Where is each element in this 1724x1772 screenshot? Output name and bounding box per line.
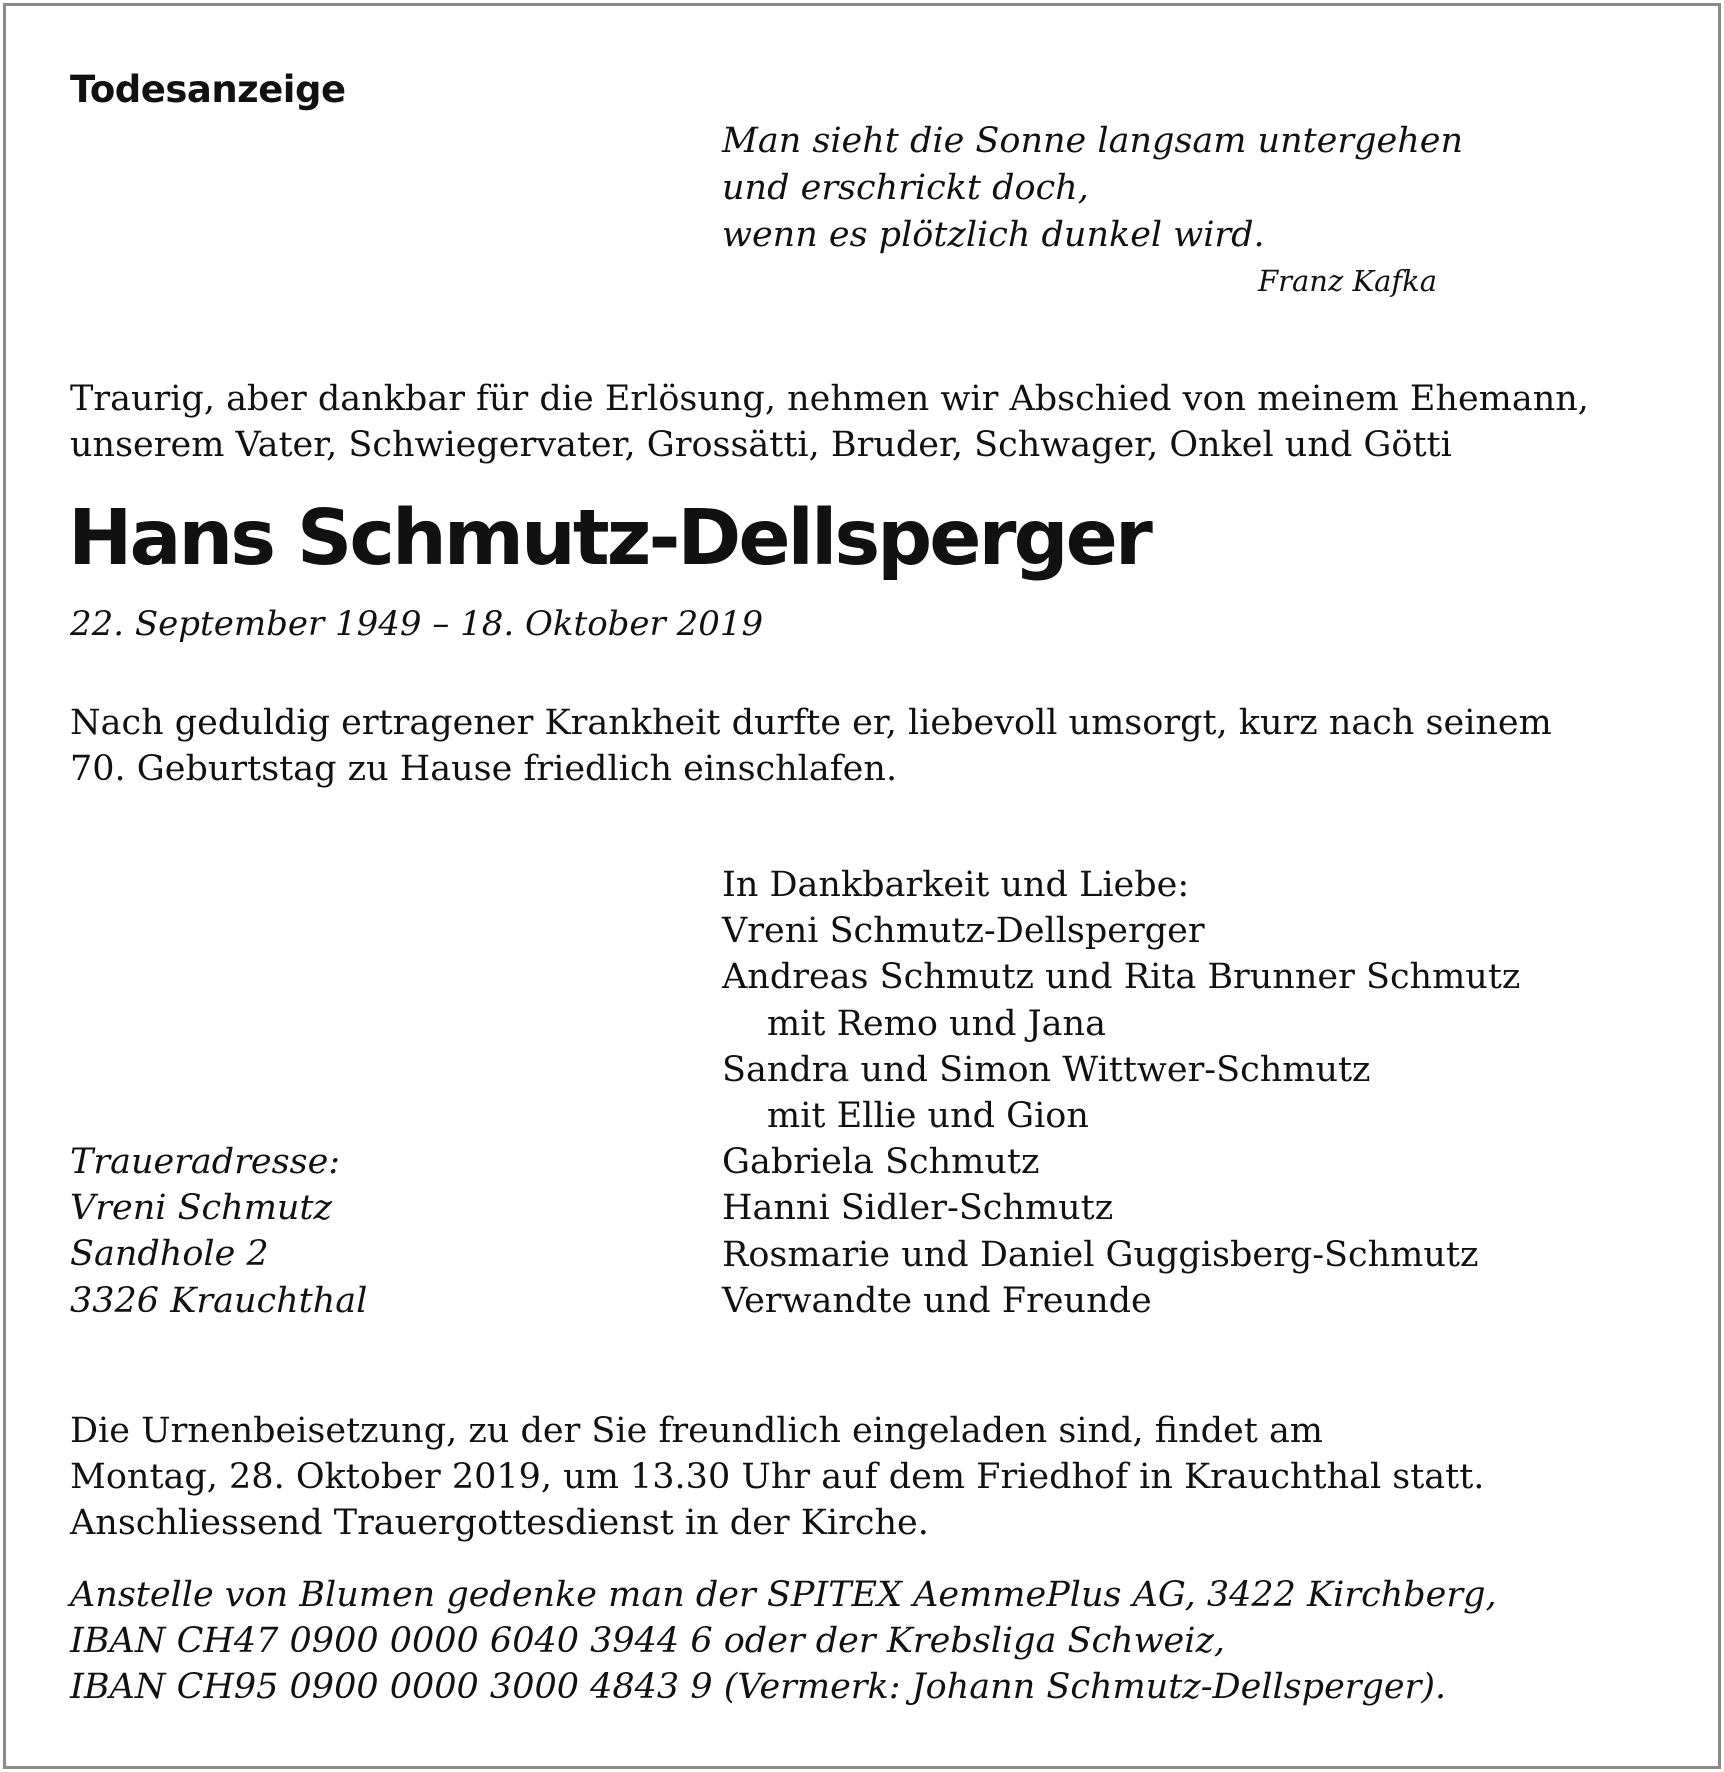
family-line: Hanni Sidler-Schmutz	[722, 1188, 1114, 1229]
family-line: Sandra und Simon Wittwer-Schmutz	[722, 1049, 1371, 1090]
illness-text	[70, 700, 1552, 792]
donation-line: IBAN CH95 0900 0000 3000 4843 9 (Vermerk: Johann Schmutz-Dellsperger).	[70, 1667, 1447, 1707]
intro-text	[70, 376, 1589, 468]
family-line: In Dankbarkeit und Liebe:	[722, 865, 1190, 905]
donation-line: Anstelle von Blumen gedenke man der SPITEX AemmePlus AG, 3422 Kirchberg,	[70, 1575, 1497, 1615]
intro-line: Traurig, aber dankbar für die Erlösung, nehmen wir Abschied von meinem Ehemann,	[70, 379, 1589, 419]
kafka-quote	[722, 118, 1463, 259]
illness-line: 70. Geburtstag zu Hause friedlich einschlafen.	[70, 749, 898, 789]
address-line: Sandhole 2	[70, 1234, 269, 1275]
funeral-line: Die Urnenbeisetzung, zu der Sie freundlich eingeladen sind, findet am	[70, 1411, 1323, 1451]
mourning-address	[70, 1139, 367, 1324]
family-line: Rosmarie und Daniel Guggisberg-Schmutz	[722, 1234, 1479, 1275]
quote-line: wenn es plötzlich dunkel wird.	[722, 215, 1265, 255]
quote-line: Man sieht die Sonne langsam untergehen	[722, 121, 1464, 161]
quote-line: und erschrickt doch,	[722, 168, 1089, 208]
family-line: Vreni Schmutz-Dellsperger	[722, 911, 1205, 952]
address-line: Vreni Schmutz	[70, 1188, 332, 1229]
donation-info	[70, 1572, 1497, 1710]
family-line: Gabriela Schmutz	[722, 1142, 1040, 1183]
deceased-name: Hans Schmutz-Dellsperger	[68, 494, 1150, 583]
intro-line: unserem Vater, Schwiegervater, Grossätti, Bruder, Schwager, Onkel und Götti	[70, 425, 1452, 465]
address-line: 3326 Krauchthal	[70, 1280, 368, 1321]
family-line: mit Ellie und Gion	[767, 1096, 1089, 1137]
family-list	[722, 862, 1520, 1324]
family-line: Verwandte und Freunde	[722, 1280, 1152, 1321]
family-line: mit Remo und Jana	[767, 1003, 1106, 1044]
funeral-line: Montag, 28. Oktober 2019, um 13.30 Uhr auf dem Friedhof in Krauchthal statt.	[70, 1457, 1485, 1497]
notice-heading: Todesanzeige	[70, 68, 346, 111]
address-line: Traueradresse:	[70, 1142, 341, 1182]
donation-line: IBAN CH47 0900 0000 6040 3944 6 oder der Krebsliga Schweiz,	[70, 1621, 1226, 1661]
family-line: Andreas Schmutz und Rita Brunner Schmutz	[722, 957, 1521, 998]
illness-line: Nach geduldig ertragener Krankheit durfte er, liebevoll umsorgt, kurz nach seinem	[70, 703, 1552, 743]
life-dates: 22. September 1949 – 18. Oktober 2019	[70, 604, 764, 644]
quote-author: Franz Kafka	[1258, 264, 1437, 298]
funeral-line: Anschliessend Trauergottesdienst in der Kirche.	[70, 1503, 929, 1543]
funeral-info	[70, 1408, 1484, 1546]
